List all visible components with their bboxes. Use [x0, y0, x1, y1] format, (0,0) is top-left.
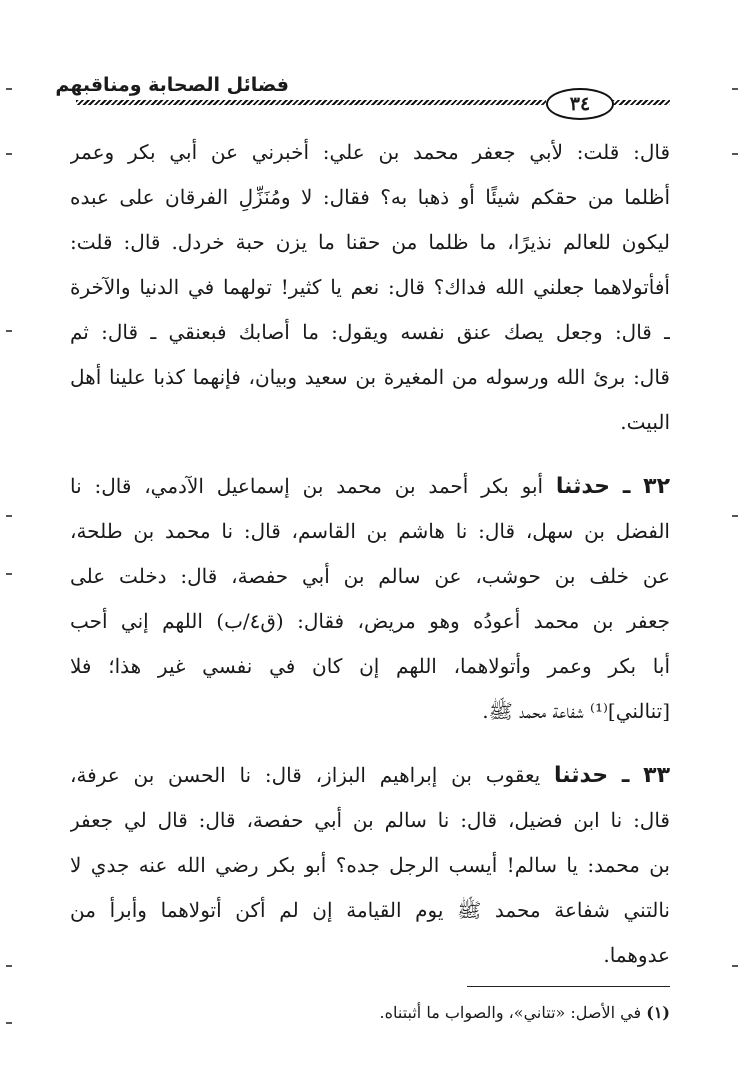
text-line: قال: برئ الله ورسوله من المغيرة بن سعيد وبيان، فإنهما كذبا علينا أهل	[70, 365, 670, 389]
header-rule-left	[76, 100, 546, 105]
text-line: أفأتولاهما جعلني الله فداك؟ قال: نعم يا كثير! تولهما في الدنيا والآخرة	[70, 275, 670, 299]
scan-edge-mark	[6, 1022, 12, 1024]
scan-edge-mark	[6, 153, 12, 155]
text-line: ـ قال: وجعل يصك عنق نفسه ويقول: ما أصابك فبعنقي ـ قال: ثم	[70, 320, 670, 344]
text-line: البيت.	[620, 410, 670, 434]
footnote-text: في الأصل: «تتاني»، والصواب ما أثبتناه.	[379, 1003, 642, 1022]
scan-edge-mark	[6, 88, 12, 90]
scan-edge-mark	[732, 515, 738, 517]
hadith-32-first-line	[70, 464, 670, 509]
text-line: أبا بكر وعمر وأتولاهما، اللهم إن كان في نفسي غير هذا؛ فلا	[70, 654, 670, 678]
scan-edge-mark	[732, 88, 738, 90]
text-line: أظلما من حقكم شيئًا أو ذهبا به؟ فقال: لا ومُنَزِّلِ الفرقان على عبده	[70, 185, 670, 209]
text-line: [تنالني]⁽¹⁾ شفاعة محمد ﷺ.	[482, 699, 670, 723]
scan-edge-mark	[732, 153, 738, 155]
hadith-number: ٣٢	[643, 474, 670, 499]
text-line: الفضل بن سهل، قال: نا هاشم بن القاسم، قال: نا محمد بن طلحة،	[70, 519, 670, 543]
text-line: بن محمد: يا سالم! أيسب الرجل جده؟ أبو بكر رضي الله عنه جدي لا	[70, 853, 670, 877]
text-line: قال: قلت: لأبي جعفر محمد بن علي: أخبرني عن أبي بكر وعمر	[70, 140, 670, 164]
footnote	[250, 998, 670, 1028]
text-line: عن خلف بن حوشب، عن سالم بن أبي حفصة، قال: دخلت على	[70, 564, 670, 588]
footnote-divider	[467, 986, 670, 987]
header-rule-right	[612, 100, 670, 105]
footnote-marker: (١)	[646, 1003, 670, 1022]
hadith-keyword: حدثنا	[553, 763, 609, 788]
text-line: نالتني شفاعة محمد ﷺ يوم القيامة إن لم أكن أتولاهما وأبرأ من	[70, 898, 670, 922]
scan-edge-mark	[6, 573, 12, 575]
hadith-text: أبو بكر أحمد بن محمد بن إسماعيل الآدمي، قال: نا	[70, 474, 544, 498]
text-line: جعفر بن محمد أعودُه وهو مريض، فقال: (ق٤/ب) اللهم إني أحب	[70, 609, 670, 633]
hadith-dash: ـ	[621, 763, 630, 788]
hadith-number: ٣٣	[643, 763, 670, 788]
hadith-dash: ـ	[622, 474, 631, 499]
text-line: قال: نا ابن فضيل، قال: نا سالم بن أبي حفصة، قال: قال لي جعفر	[70, 808, 670, 832]
page-number: ٣٤	[546, 88, 614, 120]
body-text	[70, 130, 670, 978]
hadith-keyword: حدثنا	[555, 474, 610, 499]
scan-edge-mark	[732, 965, 738, 967]
running-header-title: فضائل الصحابة ومناقبهم	[55, 74, 289, 96]
scan-edge-mark	[6, 965, 12, 967]
scan-edge-mark	[6, 330, 12, 332]
scan-edge-mark	[6, 515, 12, 517]
hadith-text: يعقوب بن إبراهيم البزاز، قال: نا الحسن بن عرفة،	[70, 763, 541, 787]
text-line: ليكون للعالم نذيرًا، ما ظلما من حقنا ما يزن حبة خردل. قال: قلت:	[70, 230, 670, 254]
hadith-33-first-line	[70, 753, 670, 798]
text-line: عدوهما.	[603, 943, 670, 967]
